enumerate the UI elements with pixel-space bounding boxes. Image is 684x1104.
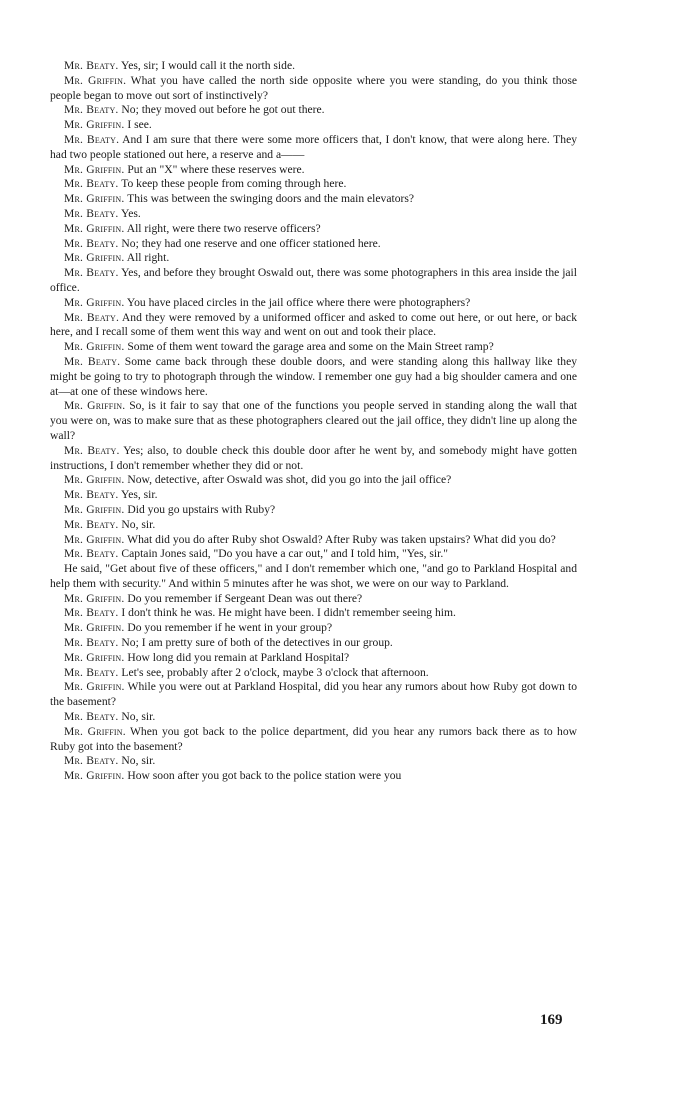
speech-text: You have placed circles in the jail office where there were photographers?	[124, 295, 471, 309]
transcript-paragraph	[50, 133, 577, 163]
speech-text: To keep these people from coming through here.	[118, 177, 347, 191]
speaker-label: Mr. Beaty.	[64, 206, 119, 220]
speech-text: What you have called the north side opposite where you were standing, do you think those people began to move out sort of instinctively?	[50, 73, 577, 102]
testimony-page	[50, 59, 577, 784]
speaker-label: Mr. Beaty.	[64, 103, 119, 117]
transcript-paragraph	[50, 547, 577, 562]
speech-text: Did you go upstairs with Ruby?	[124, 502, 276, 516]
speaker-label: Mr. Beaty.	[64, 606, 119, 620]
transcript-paragraph	[50, 666, 577, 681]
transcript-paragraph	[50, 636, 577, 651]
transcript-paragraph	[50, 192, 577, 207]
transcript-paragraph	[50, 725, 577, 755]
speech-text: Yes, sir; I would call it the north side.	[118, 59, 295, 72]
transcript-paragraph	[50, 237, 577, 252]
speech-text: No; I am pretty sure of both of the detectives in our group.	[118, 636, 393, 650]
speech-text: Do you remember if Sergeant Dean was out there?	[124, 591, 363, 605]
speaker-label: Mr. Griffin.	[64, 192, 125, 206]
transcript-paragraph	[50, 74, 577, 104]
transcript-paragraph	[50, 296, 577, 311]
transcript-paragraph	[50, 592, 577, 607]
transcript-paragraph	[50, 562, 577, 592]
speaker-label: Mr. Griffin.	[64, 680, 125, 694]
transcript-paragraph	[50, 207, 577, 222]
speaker-label: Mr. Beaty.	[64, 547, 119, 561]
speaker-label: Mr. Griffin.	[64, 650, 125, 664]
transcript-paragraph	[50, 488, 577, 503]
transcript-paragraph	[50, 518, 577, 533]
speech-text: Yes, sir.	[118, 488, 158, 502]
speaker-label: Mr. Beaty.	[64, 517, 119, 531]
transcript-paragraph	[50, 266, 577, 296]
speech-text: Yes, and before they brought Oswald out, there was some photographers in this area inside the jail office.	[50, 266, 578, 294]
speech-text: I don't think he was. He might have been. I didn't remember seeing him.	[118, 606, 456, 620]
speaker-label: Mr. Griffin.	[64, 340, 125, 354]
speech-text: All right, were there two reserve officers?	[124, 221, 321, 235]
speech-text: How long did you remain at Parkland Hospital?	[124, 650, 350, 664]
speaker-label: Mr. Griffin.	[64, 251, 125, 265]
speech-text: Do you remember if he went in your group?	[124, 621, 333, 635]
speaker-label: Mr. Beaty.	[64, 236, 119, 250]
speaker-label: Mr. Griffin.	[64, 591, 125, 605]
speech-text: And I am sure that there were some more officers that, I don't know, that were along here. They had two people stationed out here, a reserve and a——	[50, 132, 578, 161]
speech-text: Put an "X" where these reserves were.	[124, 162, 305, 176]
speaker-label: Mr. Beaty.	[64, 754, 119, 768]
speech-text: Now, detective, after Oswald was shot, did you go into the jail office?	[124, 473, 452, 487]
speaker-label: Mr. Beaty.	[64, 177, 119, 191]
speaker-label: Mr. Beaty.	[64, 665, 119, 679]
speech-text: No, sir.	[118, 710, 156, 724]
speaker-label: Mr. Griffin.	[64, 162, 125, 176]
speaker-label: Mr. Beaty.	[64, 59, 119, 72]
speaker-label: Mr. Beaty.	[64, 443, 120, 457]
transcript-paragraph	[50, 769, 577, 784]
speaker-label: Mr. Beaty.	[64, 310, 120, 324]
transcript-paragraph	[50, 473, 577, 488]
speech-text: No, sir.	[118, 517, 156, 531]
transcript-paragraph	[50, 503, 577, 518]
transcript-paragraph	[50, 606, 577, 621]
speech-text: No; they had one reserve and one officer stationed here.	[118, 236, 381, 250]
speaker-label: Mr. Griffin.	[64, 724, 126, 738]
speaker-label: Mr. Beaty.	[64, 636, 119, 650]
speech-text: So, is it fair to say that one of the functions you people served in standing along the wall that you were on, was to make sure that as these photographers cleared out the jail office, they didn't line up along the wall?	[50, 399, 577, 442]
transcript-paragraph	[50, 621, 577, 636]
speaker-label: Mr. Beaty.	[64, 354, 121, 368]
transcript-body	[50, 59, 577, 784]
speaker-label: Mr. Beaty.	[64, 266, 119, 280]
transcript-paragraph	[50, 340, 577, 355]
speech-text: Some came back through these double doors, and were standing along this hallway like they might be going to try to photograph through the window. I remember one guy had a big shoulder camera and one at—at one of these windows here.	[50, 354, 578, 398]
speech-text: All right.	[124, 251, 170, 265]
speaker-label: Mr. Griffin.	[64, 621, 125, 635]
speech-text: And they were removed by a uniformed officer and asked to come out here, or out here, or back here, and I recall some of them went this way and went on out and took their place.	[50, 310, 577, 339]
transcript-paragraph	[50, 177, 577, 192]
transcript-paragraph	[50, 118, 577, 133]
transcript-paragraph	[50, 710, 577, 725]
transcript-paragraph	[50, 59, 577, 74]
speech-text: I see.	[124, 118, 152, 132]
speech-text: No; they moved out before he got out there.	[118, 103, 325, 117]
speaker-label: Mr. Beaty.	[64, 488, 119, 502]
speech-text: This was between the swinging doors and the main elevators?	[124, 192, 415, 206]
speech-text: He said, "Get about five of these officers," and I don't remember which one, "and go to Parkland Hospital and help them with security." And within 5 minutes after he was shot, we were on our way to Parkland.	[50, 562, 577, 590]
speech-text: Some of them went toward the garage area and some on the Main Street ramp?	[124, 340, 494, 354]
transcript-paragraph	[50, 163, 577, 178]
transcript-paragraph	[50, 103, 577, 118]
speech-text: What did you do after Ruby shot Oswald? After Ruby was taken upstairs? What did you do?	[124, 532, 556, 546]
speech-text: While you were out at Parkland Hospital, did you hear any rumors about how Ruby got down to the basement?	[50, 680, 577, 709]
speech-text: How soon after you got back to the police station were you	[124, 769, 402, 783]
speaker-label: Mr. Beaty.	[64, 132, 120, 146]
speech-text: Captain Jones said, "Do you have a car out," and I told him, "Yes, sir."	[118, 547, 448, 561]
speaker-label: Mr. Beaty.	[64, 710, 119, 724]
speech-text: Yes.	[118, 206, 141, 220]
speaker-label: Mr. Griffin.	[64, 399, 126, 413]
transcript-paragraph	[50, 251, 577, 266]
speech-text: Yes; also, to double check this double door after he went by, and somebody might have gotten instructions, I don't remember whether they did or not.	[50, 443, 577, 472]
speaker-label: Mr. Griffin.	[64, 221, 125, 235]
transcript-paragraph	[50, 444, 577, 474]
speech-text: No, sir.	[118, 754, 156, 768]
transcript-paragraph	[50, 533, 577, 548]
speaker-label: Mr. Griffin.	[64, 502, 125, 516]
transcript-paragraph	[50, 680, 577, 710]
transcript-paragraph	[50, 754, 577, 769]
page-number: 169	[540, 1012, 563, 1028]
transcript-paragraph	[50, 651, 577, 666]
transcript-paragraph	[50, 355, 577, 399]
transcript-paragraph	[50, 399, 577, 443]
speaker-label: Mr. Griffin.	[64, 769, 125, 783]
speaker-label: Mr. Griffin.	[64, 295, 125, 309]
speaker-label: Mr. Griffin.	[64, 73, 127, 87]
speech-text: When you got back to the police department, did you hear any rumors back there as to how Ruby got into the basement?	[50, 724, 578, 753]
speaker-label: Mr. Griffin.	[64, 532, 125, 546]
transcript-paragraph	[50, 311, 577, 341]
speaker-label: Mr. Griffin.	[64, 118, 125, 132]
speaker-label: Mr. Griffin.	[64, 473, 125, 487]
speech-text: Let's see, probably after 2 o'clock, maybe 3 o'clock that afternoon.	[118, 665, 429, 679]
transcript-paragraph	[50, 222, 577, 237]
